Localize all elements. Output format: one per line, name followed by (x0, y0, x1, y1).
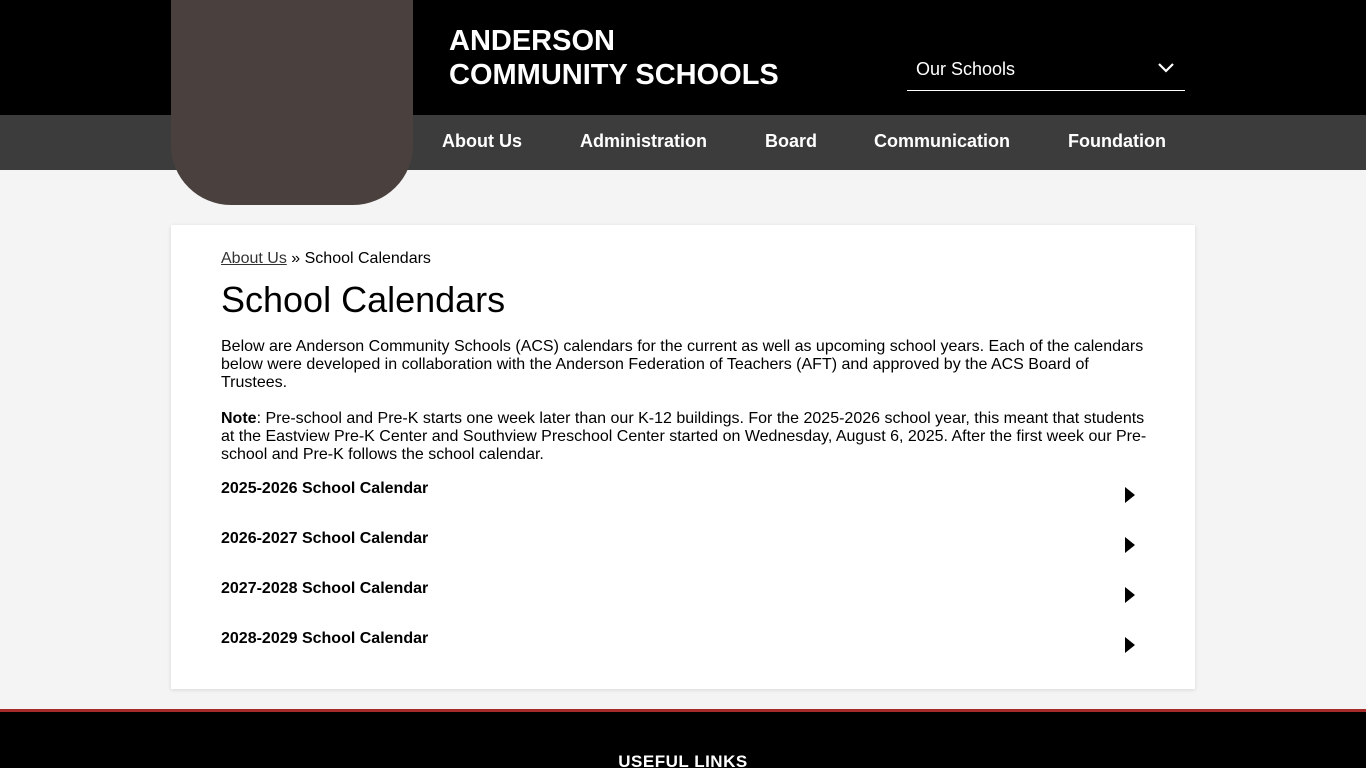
calendar-accordion-2026-2027[interactable] (221, 530, 1141, 570)
breadcrumb-link-about-us[interactable]: About Us (221, 250, 287, 267)
calendar-accordion-label: 2025-2026 School Calendar (221, 480, 429, 497)
caret-right-icon (1124, 636, 1136, 654)
note-label: Note (221, 410, 257, 427)
calendar-accordion-2025-2026[interactable] (221, 480, 1141, 520)
our-schools-dropdown[interactable] (907, 48, 1185, 91)
footer-useful-links-heading: USEFUL LINKS (618, 752, 748, 768)
nav-communication[interactable]: Communication (874, 131, 1011, 151)
nav-administration[interactable]: Administration (580, 131, 708, 151)
site-title-line1: ANDERSON (449, 25, 615, 57)
caret-right-icon (1124, 536, 1136, 554)
calendar-accordion-2027-2028[interactable] (221, 580, 1141, 620)
intro-paragraph: Below are Anderson Community Schools (ACS) calendars for the current as well as upcoming school years. Each of the calendars below were developed in collaboration with the Anderson Federation of Teachers (AFT) and approved by the ACS Board of Trustees. (221, 338, 1144, 391)
nav-about-us[interactable]: About Us (442, 131, 522, 151)
nav-board[interactable]: Board (765, 131, 818, 151)
note-text: : Pre-school and Pre-K starts one week later than our K-12 buildings. For the 2025-2026 school year, this meant that students at the Eastview Pre-K Center and Southview Preschool Center started on Wednesday, August 6, 2025. After the first week our Pre-school and Pre-K follows the school calendar. (221, 410, 1147, 463)
our-schools-label: Our Schools (916, 59, 1016, 79)
chevron-down-icon (1157, 60, 1175, 74)
logo-block[interactable] (171, 0, 413, 205)
page-title: School Calendars (221, 279, 506, 320)
calendar-accordion-2028-2029[interactable] (221, 630, 1141, 670)
caret-right-icon (1124, 486, 1136, 504)
site-title[interactable] (449, 24, 779, 92)
note-paragraph (221, 410, 1151, 464)
breadcrumb-current: School Calendars (304, 250, 431, 267)
nav-foundation[interactable]: Foundation (1068, 131, 1166, 151)
caret-right-icon (1124, 586, 1136, 604)
site-title-line2: COMMUNITY SCHOOLS (449, 59, 779, 91)
breadcrumb-separator: » (291, 250, 301, 267)
content-card (171, 225, 1195, 689)
calendar-accordion-label: 2026-2027 School Calendar (221, 530, 429, 547)
breadcrumb (221, 250, 431, 268)
calendar-accordion-label: 2028-2029 School Calendar (221, 630, 429, 647)
calendar-accordion-label: 2027-2028 School Calendar (221, 580, 429, 597)
